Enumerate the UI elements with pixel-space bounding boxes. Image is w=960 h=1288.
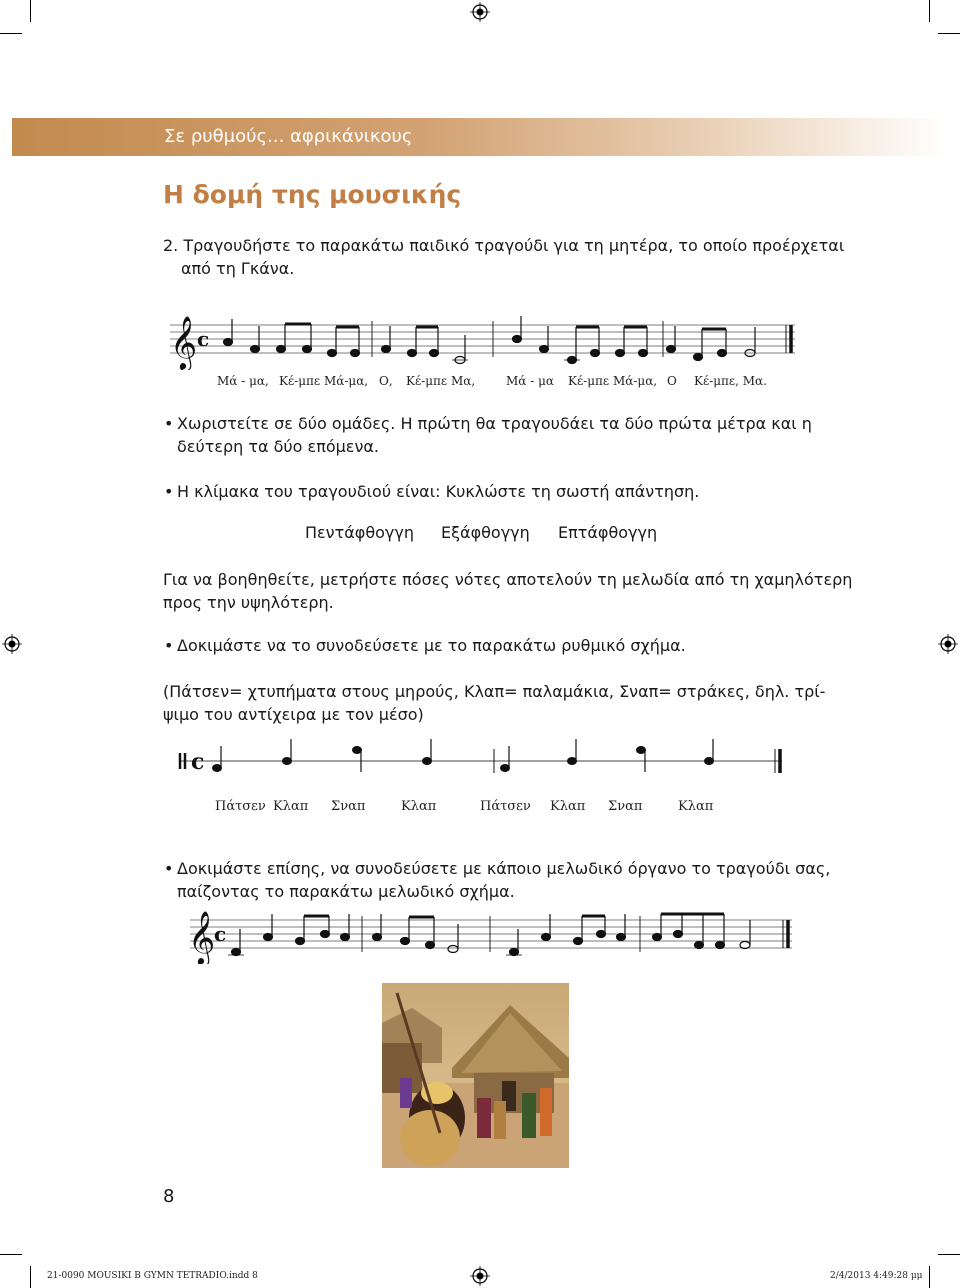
treble-clef-icon: 𝄞 xyxy=(170,315,198,369)
trim-mark xyxy=(0,1254,22,1255)
trim-mark xyxy=(30,0,31,22)
lyric: Μά - μα xyxy=(506,374,554,388)
lyric: Ο xyxy=(667,374,677,388)
registration-mark-icon xyxy=(470,2,490,22)
lyric: Μά - μα, xyxy=(217,374,269,388)
banner-text: Σε ρυθμούς... αφρικάνικους xyxy=(164,126,413,147)
rhythm-staff xyxy=(172,738,787,783)
lyric: Κέ-μπε Μά-μα, xyxy=(568,374,658,388)
page-number: 8 xyxy=(163,1186,175,1207)
trim-mark xyxy=(929,0,930,22)
chapter-banner xyxy=(12,118,948,156)
lyric: Κέ-μπε, Μα. xyxy=(694,374,767,388)
intro-text: 2. Τραγουδήστε το παρακάτω παιδικό τραγούδι για τη μητέρα, το οποίο προέρχεται από τη Γκάνα. xyxy=(163,236,845,278)
scale-option-pentatonic[interactable]: Πεντάφθογγη xyxy=(305,523,415,542)
percussion-legend: (Πάτσεν= χτυπήματα στους μηρούς, Κλαπ= παλαμάκια, Σναπ= στράκες, δηλ. τρί- ψιμο του αντίχειρα με τον μέσο) xyxy=(163,682,826,724)
registration-mark-icon xyxy=(938,634,958,654)
rhythm-label: Πάτσεν xyxy=(480,799,531,814)
bullet-accompany: • Δοκιμάστε να το συνοδεύσετε με το παρακάτω ρυθμικό σχήμα. xyxy=(177,634,686,657)
bullet-melodic: • Δοκιμάστε επίσης, να συνοδεύσετε με κάποιο μελωδικό όργανο το τραγούδι σας, παίζοντας το παρακάτω μελωδικό σχήμα. xyxy=(177,857,830,903)
lyric: Κέ-μπε Μα, xyxy=(406,374,476,388)
hint-text: Για να βοηθηθείτε, μετρήστε πόσες νότες αποτελούν τη μελωδία από τη χαμηλότερη προς την υψηλότερη. xyxy=(163,570,853,612)
ghana-village-photo xyxy=(382,983,569,1168)
registration-mark-icon xyxy=(2,634,22,654)
song-staff xyxy=(160,305,800,370)
bullet-groups: • Χωριστείτε σε δύο ομάδες. Η πρώτη θα τραγουδάει τα δύο πρώτα μέτρα και η δεύτερη τα δύο επόμενα. xyxy=(177,412,812,458)
common-time-icon: c xyxy=(197,327,210,351)
rhythm-label: Σναπ xyxy=(608,799,643,814)
melodic-staff xyxy=(185,904,797,964)
treble-clef-icon: 𝄞 xyxy=(188,910,216,964)
footer-filename: 21-0090 MOUSIKI B GYMN TETRADIO.indd 8 xyxy=(47,1271,258,1281)
song-notes xyxy=(224,316,792,364)
rhythm-label: Κλαπ xyxy=(401,799,437,814)
lyric: Κέ-μπε Μά-μα, xyxy=(279,374,369,388)
section-title: Η δομή της μουσικής xyxy=(163,180,462,209)
footer-datetime: 2/4/2013 4:49:28 μμ xyxy=(830,1271,923,1281)
common-time-icon: c xyxy=(214,922,227,946)
trim-mark xyxy=(938,1254,960,1255)
lyric: Ο, xyxy=(379,374,393,388)
rhythm-label: Κλαπ xyxy=(273,799,309,814)
rhythm-label: Πάτσεν xyxy=(215,799,266,814)
scale-option-heptatonic[interactable]: Επτάφθογγη xyxy=(558,523,658,542)
scale-option-hexatonic[interactable]: Εξάφθογγη xyxy=(441,523,530,542)
trim-mark xyxy=(929,1266,930,1288)
bullet-scale: • Η κλίμακα του τραγουδιού είναι: Κυκλώστε τη σωστή απάντηση. xyxy=(177,480,699,503)
trim-mark xyxy=(0,33,22,34)
rhythm-label: Σναπ xyxy=(331,799,366,814)
trim-mark xyxy=(30,1266,31,1288)
trim-mark xyxy=(938,33,960,34)
registration-mark-icon xyxy=(470,1266,490,1286)
rhythm-label: Κλαπ xyxy=(678,799,714,814)
common-time-icon: c xyxy=(191,749,205,775)
rhythm-label: Κλαπ xyxy=(550,799,586,814)
